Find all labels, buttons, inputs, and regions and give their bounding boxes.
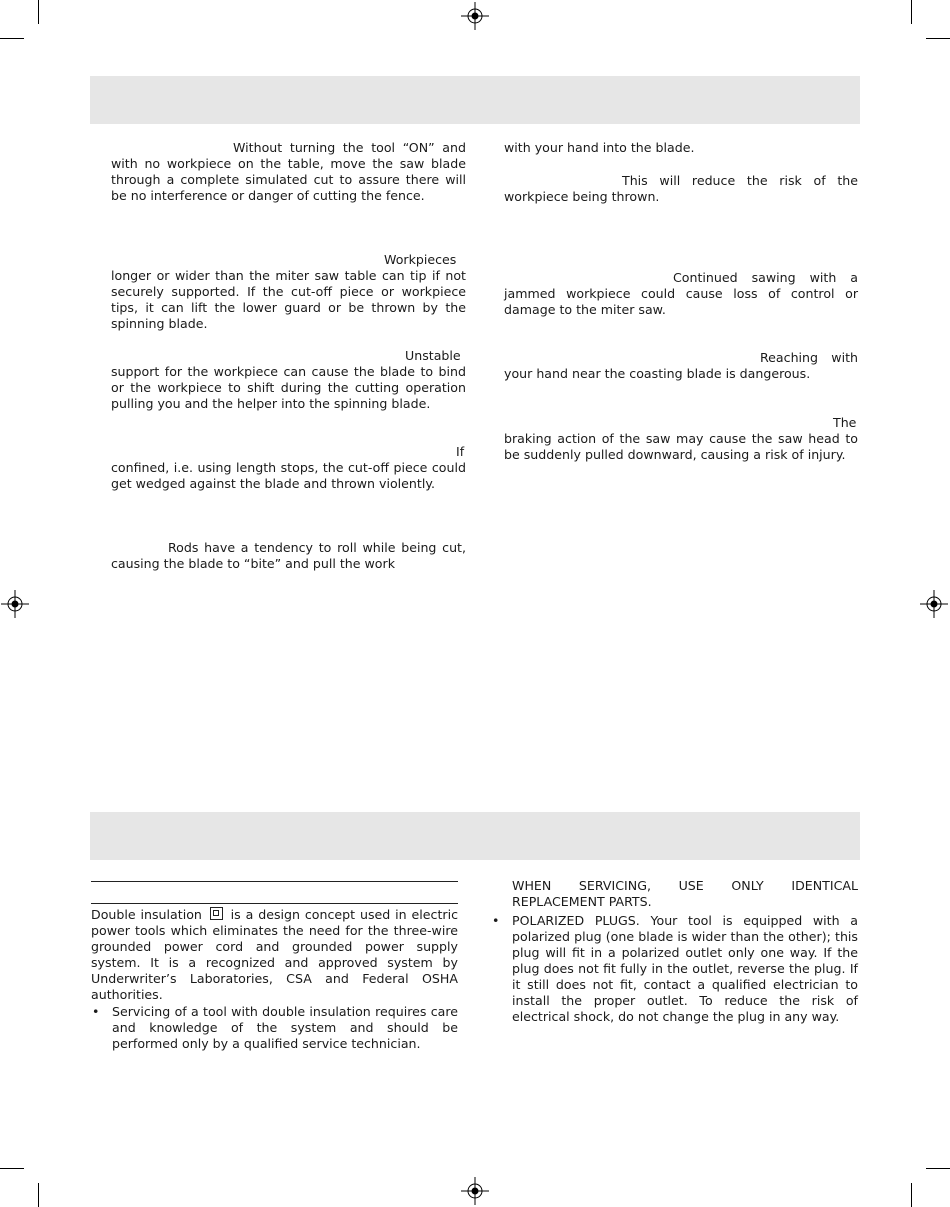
paragraph-text: Unstable support for the workpiece can cause the blade to bind or the workpiece to shift during the cutting operation pulling you and the helper into the spinning blade. xyxy=(111,348,466,411)
bullet-icon: • xyxy=(492,913,500,928)
crop-mark xyxy=(0,38,24,39)
section-rule xyxy=(91,881,458,882)
safety-paragraph xyxy=(111,444,466,492)
registration-mark-icon xyxy=(461,1177,489,1205)
safety-paragraph xyxy=(111,540,466,572)
section-header-band xyxy=(90,76,860,124)
crop-mark xyxy=(911,0,912,24)
safety-paragraph xyxy=(111,140,466,204)
bullet-text: WHEN SERVICING, USE ONLY IDENTICAL REPLACEMENT PARTS. xyxy=(512,878,858,909)
safety-paragraph xyxy=(504,140,858,156)
bullet-item xyxy=(112,1004,458,1052)
bullet-item xyxy=(512,913,858,1025)
crop-mark xyxy=(38,1183,39,1207)
paragraph-text-rest: is a design concept used in electric power tools which eliminates the need for the three-wire grounded power cord and grounded power supply system. It is a recognized and approved system by Underwriter’s Laboratories, CSA and Federal OSHA authorities. xyxy=(91,907,458,1002)
safety-paragraph xyxy=(111,348,466,412)
bullet-text: Servicing of a tool with double insulation requires care and knowledge of the system and should be performed only by a qualified service technician. xyxy=(112,1004,458,1051)
crop-mark xyxy=(0,1168,24,1169)
safety-paragraph xyxy=(111,252,466,332)
section-header-band xyxy=(90,812,860,860)
safety-paragraph xyxy=(504,415,858,463)
bullet-item-continued xyxy=(512,878,858,910)
paragraph-text-start: Double insulation xyxy=(91,907,202,922)
paragraph-text: Continued sawing with a jammed workpiece could cause loss of control or damage to the miter saw. xyxy=(504,270,858,317)
paragraph-text: Workpieces longer or wider than the miter saw table can tip if not securely supported. If the cut-off piece or workpiece tips, it can lift the lower guard or be thrown by the spinning blade. xyxy=(111,252,466,331)
safety-paragraph xyxy=(504,350,858,382)
double-insulation-paragraph xyxy=(91,907,458,1003)
double-insulation-square-icon xyxy=(210,907,223,920)
safety-paragraph xyxy=(504,173,858,205)
paragraph-text: Reaching with your hand near the coasting blade is dangerous. xyxy=(504,350,858,381)
crop-mark xyxy=(926,1168,950,1169)
paragraph-text: If confined, i.e. using length stops, the cut-off piece could get wedged against the blade and thrown violently. xyxy=(111,444,466,491)
registration-mark-icon xyxy=(1,590,29,618)
paragraph-text: Rods have a tendency to roll while being cut, causing the blade to “bite” and pull the work xyxy=(111,540,466,571)
bullet-text: POLARIZED PLUGS. Your tool is equipped with a polarized plug (one blade is wider than the other); this plug will fit in a polarized outlet only one way. If the plug does not fit fully in the outlet, reverse the plug. If it still does not fit, contact a qualified electrician to install the proper outlet. To reduce the risk of electrical shock, do not change the plug in any way. xyxy=(512,913,858,1024)
paragraph-text: with your hand into the blade. xyxy=(504,140,695,155)
registration-mark-icon xyxy=(461,2,489,30)
crop-mark xyxy=(911,1183,912,1207)
paragraph-text: This will reduce the risk of the workpiece being thrown. xyxy=(504,173,858,204)
crop-mark xyxy=(926,38,950,39)
registration-mark-icon xyxy=(920,590,948,618)
crop-mark xyxy=(38,0,39,24)
paragraph-text: The braking action of the saw may cause the saw head to be suddenly pulled downward, causing a risk of injury. xyxy=(504,415,858,462)
paragraph-text: Without turning the tool “ON” and with no workpiece on the table, move the saw blade through a complete simulated cut to assure there will be no interference or danger of cutting the fence. xyxy=(111,140,466,203)
bullet-icon: • xyxy=(92,1004,100,1019)
section-rule xyxy=(91,903,458,904)
safety-paragraph xyxy=(504,270,858,318)
